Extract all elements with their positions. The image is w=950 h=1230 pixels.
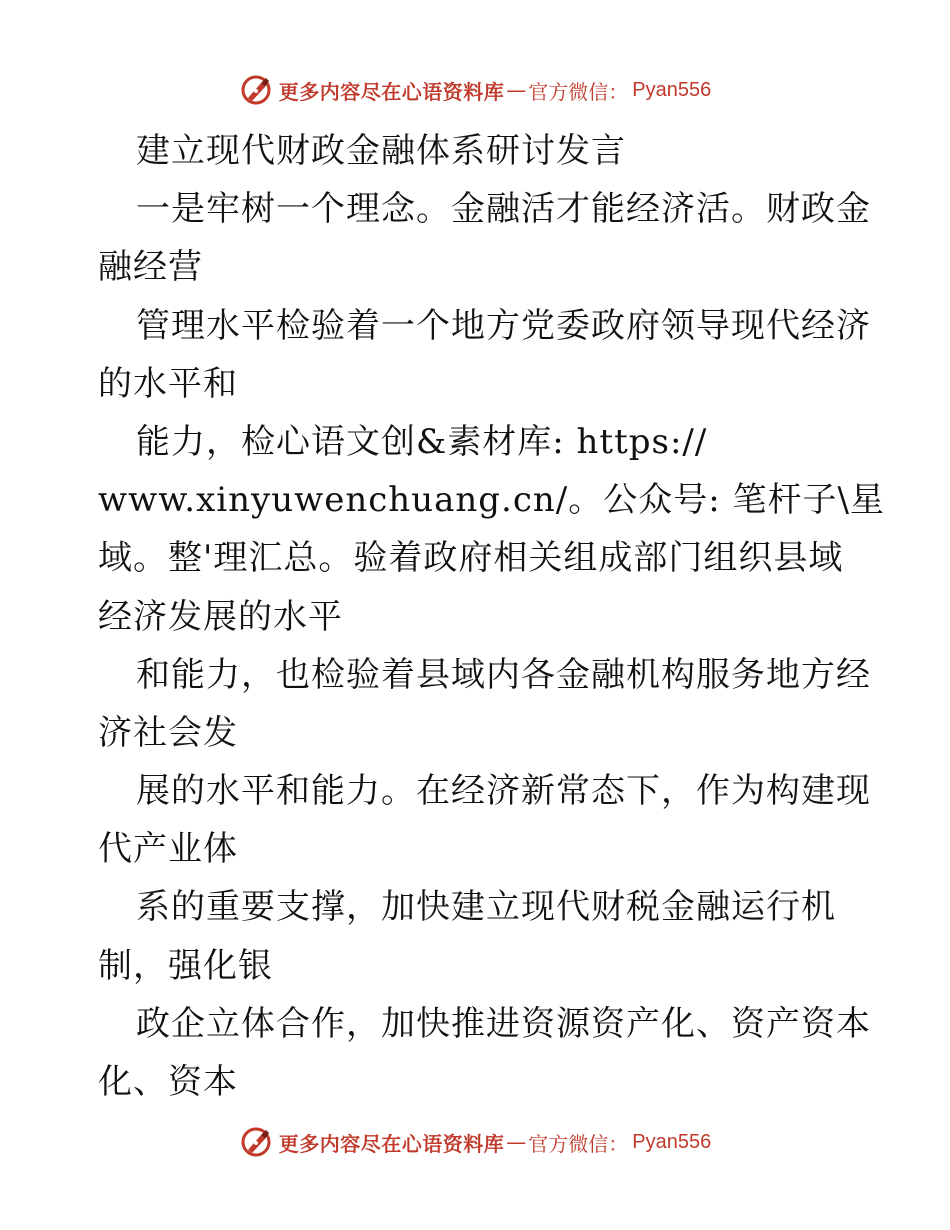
pen-nib-logo-icon <box>239 73 273 107</box>
text-line: 建立现代财政金融体系研讨发言 <box>136 131 626 171</box>
text-line: 济社会发 <box>98 712 238 753</box>
text-line: 展的水平和能力。在经济新常态下，作为构建现 <box>136 771 871 812</box>
banner-wechat-id: Pyan556 <box>632 1130 712 1153</box>
banner-dash: — <box>506 1130 527 1154</box>
banner-wechat-label: 官方微信： <box>528 79 629 104</box>
banner-wechat-label: 官方微信： <box>528 1131 629 1156</box>
text-line: 能力，检心语文创&素材库: https:// <box>136 421 708 462</box>
text-line: 管理水平检验着一个地方党委政府领导现代经济 <box>136 305 871 346</box>
banner-wechat-id: Pyan556 <box>632 78 712 101</box>
text-line: 系的重要支撑，加快建立现代财税金融运行机 <box>136 887 836 928</box>
banner-title: 更多内容尽在心语资料库 <box>278 79 505 104</box>
text-line: 融经营 <box>98 247 203 288</box>
text-line: 域。整'理汇总。验着政府相关组成部门组织县域 <box>98 538 844 579</box>
footer-banner <box>0 1122 950 1162</box>
text-line: 的水平和 <box>98 363 238 404</box>
text-line: 经济发展的水平 <box>98 596 343 637</box>
banner-title: 更多内容尽在心语资料库 <box>278 1131 505 1156</box>
text-line: 一是牢树一个理念。金融活才能经济活。财政金 <box>136 189 871 230</box>
banner-dash: — <box>506 78 527 102</box>
pen-nib-logo-icon <box>239 1125 273 1159</box>
text-line: 政企立体合作，加快推进资源资产化、资产资本 <box>136 1003 871 1044</box>
text-line: 代产业体 <box>98 829 238 870</box>
text-line: 化、资本 <box>98 1062 238 1102</box>
document-body <box>98 122 885 1111</box>
text-line: www.xinyuwenchuang.cn/。公众号: 笔杆子\星 <box>98 480 885 521</box>
header-banner <box>0 70 950 110</box>
text-line: 和能力，也检验着县域内各金融机构服务地方经 <box>136 654 871 695</box>
text-line: 制，强化银 <box>98 945 273 986</box>
